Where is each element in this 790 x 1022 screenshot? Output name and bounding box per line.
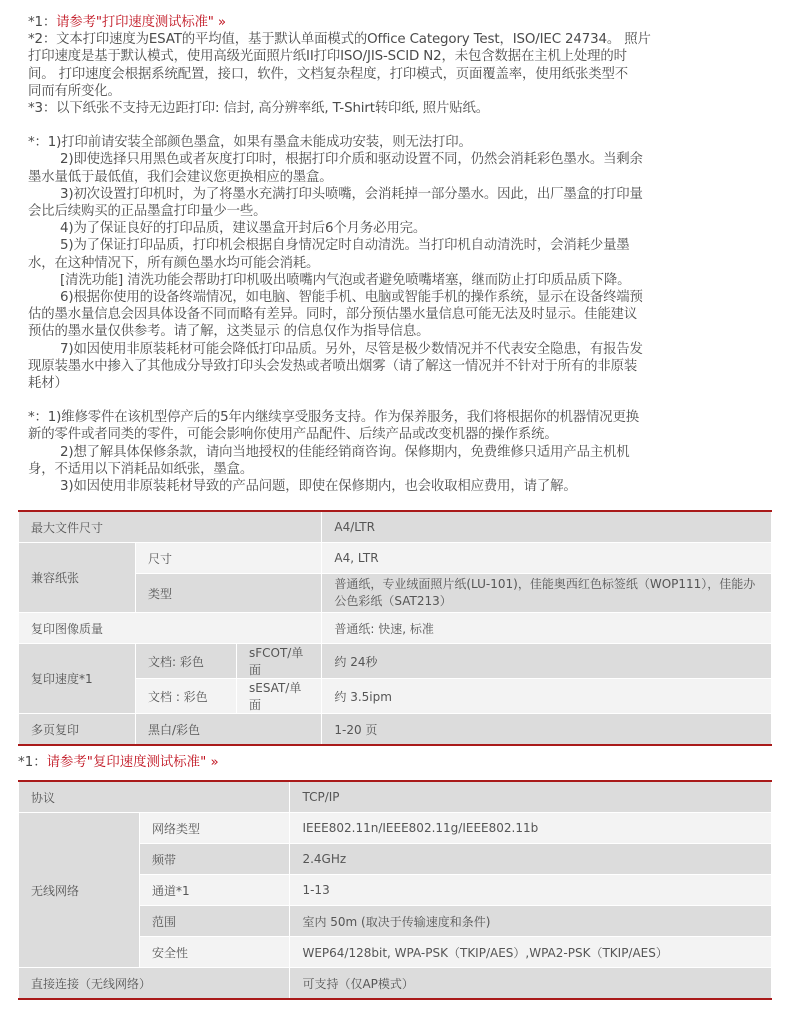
channel-label: 通道*1 (140, 875, 290, 906)
table-row (19, 613, 772, 644)
range-label: 范围 (140, 906, 290, 937)
ink-note-line: 现原装墨水中掺入了其他成分导致打印头会发热或者喷出烟雾（请了解这一情况并不针对于所有的非原装 (28, 358, 638, 374)
quality-value: 普通纸: 快速, 标准 (322, 613, 772, 644)
network-spec-table (18, 780, 772, 1000)
direct-label: 直接连接（无线网络） (19, 968, 290, 1000)
footnote-2-line: *2：文本打印速度为ESAT的平均值，基于默认单面模式的Office Category Test，ISO/IEC 24734。 照片 (28, 32, 651, 48)
notes-section (0, 0, 790, 495)
table-row (19, 968, 772, 1000)
wireless-label: 无线网络 (19, 813, 140, 968)
table-row (19, 781, 772, 813)
size-value: A4, LTR (322, 543, 772, 574)
footnote-2-line: 打印速度是基于默认模式，使用高级光面照片纸II打印ISO/JIS-SCID N2，未包含数据在主机上处理的时 (28, 49, 627, 65)
ink-note-line: 墨水量低于最低值，我们会建议您更换相应的墨盒。 (28, 169, 333, 185)
range-value: 室内 50m (取决于传输速度和条件) (290, 906, 772, 937)
size-label: 尺寸 (136, 543, 322, 574)
ink-note-line: 估的墨水量信息会因具体设备不同而略有差异。同时，部分预估墨水量信息可能无法及时显示。佳能建议 (28, 307, 638, 323)
copy-speed-standard-link[interactable]: 请参考"复印速度测试标准" » (46, 755, 219, 771)
service-notes (28, 409, 768, 495)
ink-note-line: 6)根据你使用的设备终端情况，如电脑、智能手机、电脑或智能手机的操作系统，显示在设备终端预 (60, 290, 643, 306)
footnote-3: *3：以下纸张不支持无边距打印: 信封, 高分辨率纸, T-Shirt转印纸, 照片贴纸。 (28, 101, 489, 117)
print-speed-standard-link[interactable]: 请参考"打印速度测试标准" » (56, 15, 226, 30)
direct-value: 可支持（仅AP模式） (290, 968, 772, 1000)
max-doc-size-label: 最大文件尺寸 (19, 511, 322, 543)
footnote-1 (28, 14, 768, 31)
security-label: 安全性 (140, 937, 290, 968)
max-doc-size-value: A4/LTR (322, 511, 772, 543)
multi-value: 1-20 页 (322, 714, 772, 746)
band-label: 频带 (140, 844, 290, 875)
type-label: 类型 (136, 574, 322, 613)
network-type-label: 网络类型 (140, 813, 290, 844)
speed-row2-doc: 文档 : 彩色 (136, 679, 237, 714)
service-note-line: *：1)维修零件在该机型停产后的5年内继续享受服务支持。作为保养服务，我们将根据你的机器情况更换 (28, 410, 639, 426)
footnote-2-line: 间。 打印速度会根据系统配置，接口，软件，文档复杂程度，打印模式，页面覆盖率，使用纸张类型不 (28, 66, 628, 82)
service-note-line: 2)想了解具体保修条款，请向当地授权的佳能经销商咨询。保修期内，免费维修只适用产品主机机 (60, 444, 630, 460)
ink-note-line: 3)初次设置打印机时，为了将墨水充满打印头喷嘴，会消耗掉一部分墨水。因此，出厂墨盒的打印量 (60, 186, 643, 202)
speed-row2-value: 约 3.5ipm (322, 679, 772, 714)
ink-notes (28, 134, 768, 392)
ink-note-line: 会比后续购买的正品墨盒打印量少一些。 (28, 204, 267, 220)
copy-footnote (18, 754, 790, 780)
quality-label: 复印图像质量 (19, 613, 322, 644)
protocol-label: 协议 (19, 781, 290, 813)
footnote-1-prefix: *1： (28, 15, 57, 30)
ink-note-line: 7)如因使用非原装耗材可能会降低打印品质。另外，尽管是极少数情况并不代表安全隐患，有报告发 (60, 341, 643, 357)
speed-row1-value: 约 24秒 (322, 644, 772, 679)
speed-row1-metric: sFCOT/单面 (237, 644, 322, 679)
ink-note-line: 5)为了保证打印品质，打印机会根据自身情况定时自动清洗。当打印机自动清洗时，会消耗少量墨 (60, 238, 630, 254)
speed-label: 复印速度*1 (19, 644, 136, 714)
table-row (19, 543, 772, 574)
ink-note-line: 耗材） (28, 376, 68, 392)
table-row (19, 644, 772, 679)
type-value: 普通纸，专业绒面照片纸(LU-101)，佳能奥西红色标签纸（WOP111），佳能办公色彩纸（SAT213） (322, 574, 772, 613)
multi-label: 多页复印 (19, 714, 136, 746)
band-value: 2.4GHz (290, 844, 772, 875)
ink-note-line: [清洗功能] 清洗功能会帮助打印机吸出喷嘴内气泡或者避免喷嘴堵塞，继而防止打印质品质下降。 (60, 272, 631, 288)
ink-note-line: 2)即使选择只用黑色或者灰度打印时，根据打印介质和驱动设置不同，仍然会消耗彩色墨水。当剩余 (60, 152, 643, 168)
speed-row2-metric: sESAT/单面 (237, 679, 322, 714)
copy-footnote-prefix: *1： (18, 755, 47, 771)
paper-label: 兼容纸张 (19, 543, 136, 613)
multi-mode: 黑白/彩色 (136, 714, 322, 746)
ink-note-line: *：1)打印前请安装全部颜色墨盒，如果有墨盒未能成功安装，则无法打印。 (28, 135, 472, 151)
service-note-line: 3)如因使用非原装耗材导致的产品问题，即使在保修期内，也会收取相应费用，请了解。 (60, 479, 577, 495)
speed-row1-doc: 文档: 彩色 (136, 644, 237, 679)
service-note-line: 身，不适用以下消耗品如纸张，墨盒。 (28, 461, 254, 477)
ink-note-line: 4)为了保证良好的打印品质，建议墨盒开封后6个月务必用完。 (60, 221, 427, 237)
ink-note-line: 预估的墨水量仅供参考。请了解，这类显示 的信息仅作为指导信息。 (28, 324, 430, 340)
network-type-value: IEEE802.11n/IEEE802.11g/IEEE802.11b (290, 813, 772, 844)
security-value: WEP64/128bit, WPA-PSK（TKIP/AES）,WPA2-PSK（TKIP/AES） (290, 937, 772, 968)
footnote-2-line: 同而有所变化。 (28, 83, 121, 99)
service-note-line: 新的零件或者同类的零件，可能会影响你使用产品配件、后续产品或改变机器的操作系统。 (28, 427, 558, 443)
protocol-value: TCP/IP (290, 781, 772, 813)
table-row (19, 511, 772, 543)
ink-note-line: 水，在这种情况下，所有颜色墨水均可能会消耗。 (28, 255, 320, 271)
copy-spec-table (18, 510, 772, 746)
table-row (19, 714, 772, 746)
table-row (19, 813, 772, 844)
channel-value: 1-13 (290, 875, 772, 906)
